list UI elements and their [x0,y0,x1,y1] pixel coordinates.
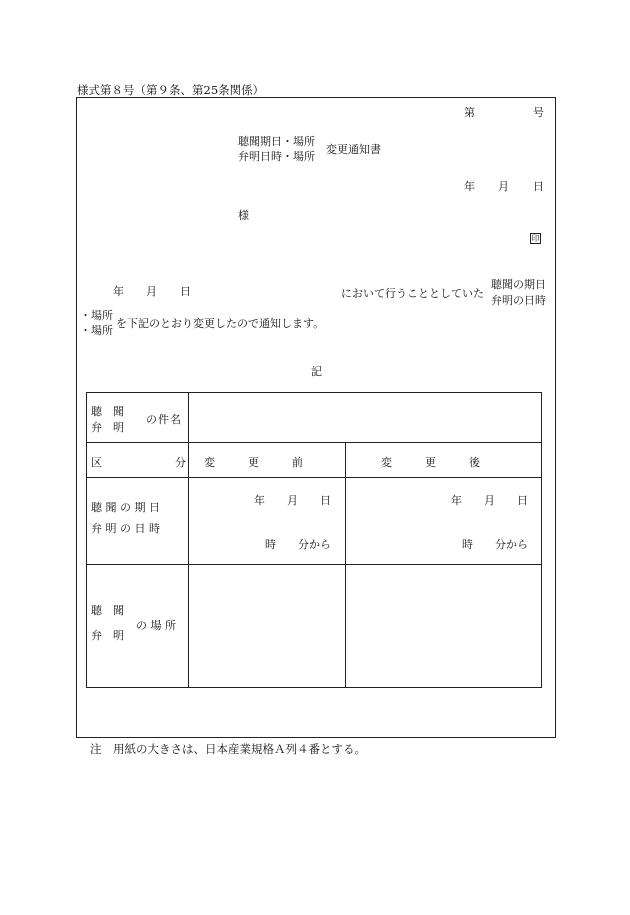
notice-text: を下記のとおり変更したので通知します。 [116,317,325,330]
row1-suffix: の件名 [146,413,182,426]
table-vline-2 [345,442,346,688]
body-month: 月 [146,285,157,298]
right-line-1: 聴聞の期日 [491,278,546,291]
body-day: 日 [180,285,191,298]
row2-kubun-2: 分 [175,456,186,469]
row1-benmei: 弁 明 [91,421,124,434]
place-line-1: ・場所 [80,309,113,322]
table-hline-1 [86,442,542,443]
row3-before-date: 年 月 日 [254,494,331,507]
recipient-sama: 様 [238,209,249,222]
date-year: 年 [464,180,475,193]
right-line-2: 弁明の日時 [491,294,546,307]
row3-before-time: 時 分から [265,538,331,551]
row3-label-2: 弁 明 の 日 時 [91,522,160,535]
date-day: 日 [533,180,544,193]
place-line-2: ・場所 [80,324,113,337]
row2-before: 変 更 前 [204,456,303,469]
seal-mark: 印 [531,234,540,243]
row3-after-time: 時 分から [462,538,528,551]
number-dai: 第 [464,106,475,119]
row4-suffix: の 場 所 [136,619,176,632]
title-suffix: 変更通知書 [326,143,381,156]
row1-choumon: 聴 聞 [91,405,124,418]
number-go: 号 [533,106,544,119]
row2-kubun-1: 区 [91,456,102,469]
table-hline-2 [86,477,542,478]
ki-label: 記 [311,365,322,378]
row3-after-date: 年 月 日 [451,494,528,507]
body-year: 年 [113,285,124,298]
form-label: 様式第８号（第９条、第25条関係） [77,83,265,97]
title-line-2: 弁明日時・場所 [238,150,315,163]
row2-after: 変 更 後 [381,456,480,469]
row4-choumon: 聴 聞 [91,604,124,617]
date-month: 月 [498,180,509,193]
footnote: 注 用紙の大きさは、日本産業規格Ａ列４番とする。 [90,742,366,756]
row3-label-1: 聴 聞 の 期 日 [91,501,160,514]
title-line-1: 聴聞期日・場所 [238,135,315,148]
row4-benmei: 弁 明 [91,629,124,642]
held-text: において行うこととしていた [341,287,484,300]
table-vline-1 [188,392,189,688]
table-hline-3 [86,564,542,565]
